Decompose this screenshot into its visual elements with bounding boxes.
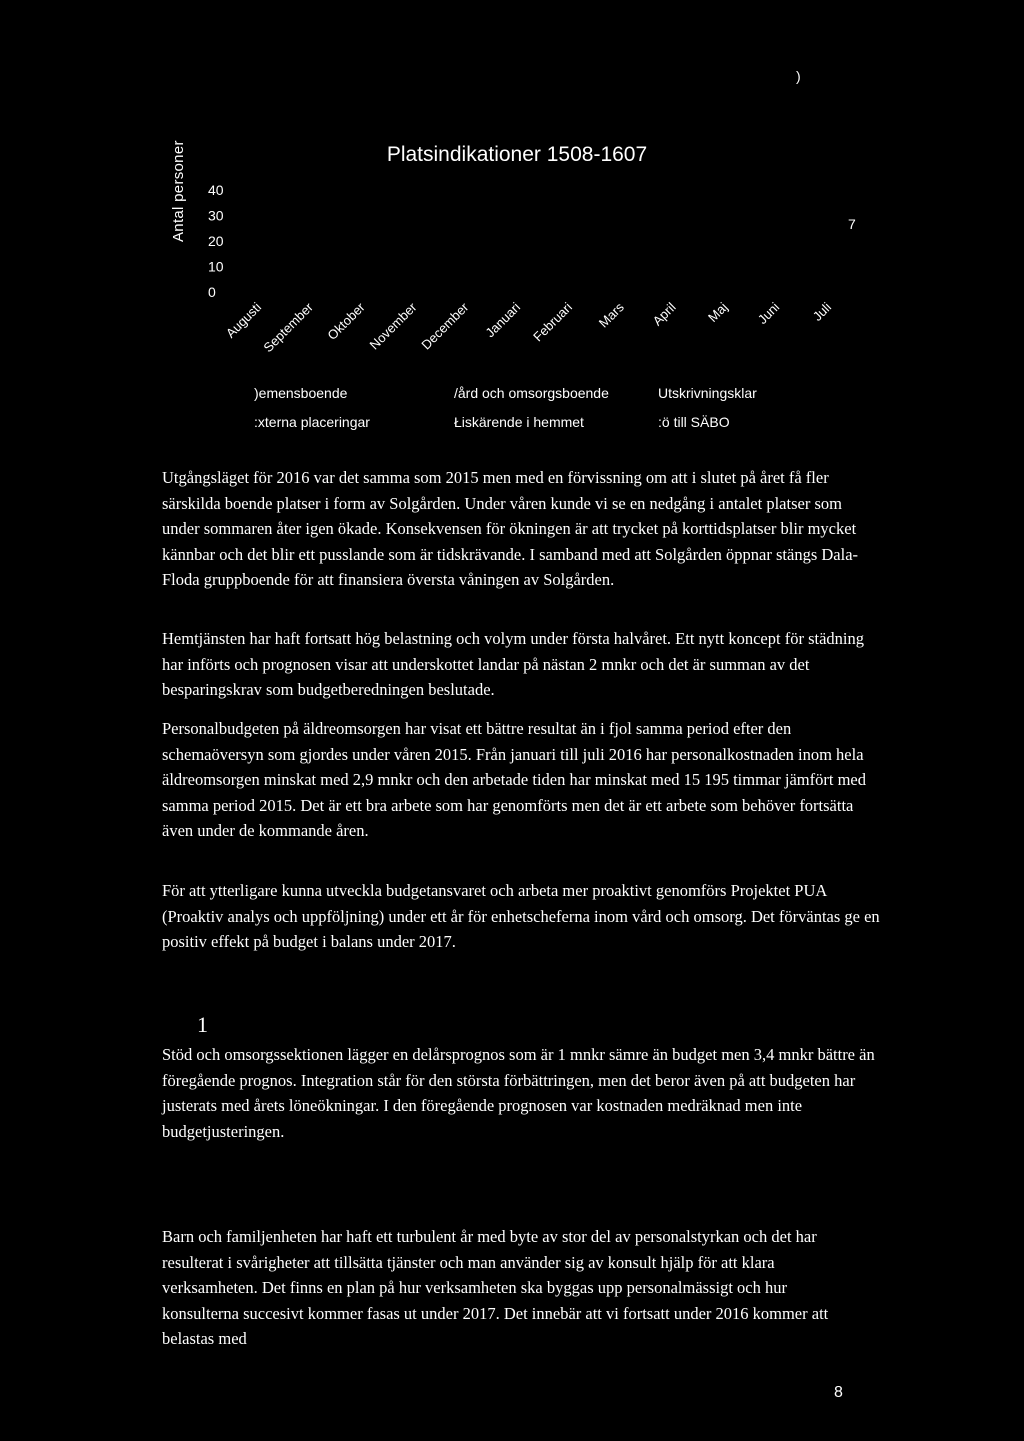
x-tick-label: Augusti — [222, 299, 265, 341]
y-tick-label: 20 — [208, 233, 224, 249]
chart-plot — [0, 0, 1024, 440]
x-tick-label: Juli — [809, 299, 835, 324]
paragraph-text: Stöd och omsorgssektionen lägger en delårsprognos som är 1 mnkr sämre än budget men 3,4 mnkr bättre än föregående prognos. Integration står för den största förbättringen, men det beror även på att budgeten har justerats med årets löneökningar. I den föregående prognosen var kostnaden medräknad men inte budgetjusteringen. — [162, 1045, 875, 1141]
x-tick-label: Februari — [530, 299, 576, 345]
y-tick-label: 0 — [208, 284, 216, 300]
x-tick-label: Oktober — [324, 299, 368, 343]
paragraph-text: Personalbudgeten på äldreomsorgen har visat ett bättre resultat än i fjol samma period efter den schemaöversyn som gjordes under våren 2015. Från januari till juli 2016 har personalkostnaden inom hela äldreomsorgen minskat med 2,9 mnkr och den arbetade tiden har minskat med 15 195 timmar jämfört med samma period 2015. Det är ett bra arbete som har genomförts men det är ett arbete som behöver fortsätta även under de kommande åren. — [162, 719, 866, 840]
section-heading-mark: 1 — [197, 1012, 208, 1037]
x-tick-label: April — [649, 299, 679, 329]
x-tick-label: Maj — [705, 299, 731, 325]
page-number: 8 — [834, 1384, 843, 1401]
y-tick-label: 30 — [208, 207, 224, 224]
paragraph-pua — [162, 878, 882, 955]
paragraph-text: För att ytterligare kunna utveckla budgetansvaret och arbeta mer proaktivt genomförs Projektet PUA (Proaktiv analys och uppföljning) under ett år för enhetscheferna inom vård och omsorg. Det förväntas ge en positiv effekt på budget i balans under 2017. — [162, 881, 880, 951]
x-tick-label: November — [366, 299, 420, 353]
paragraph-text: Hemtjänsten har haft fortsatt hög belastning och volym under första halvåret. Ett nytt koncept för städning har införts och prognosen visar att underskottet landar på nästan 2 mnkr och det är summan av det besparingskrav som budgetberedningen beslutade. — [162, 629, 864, 699]
legend-item-ko-till-sabo: :ö till SÄBO — [658, 414, 730, 430]
paragraph-utgangslaget — [162, 465, 882, 593]
legend-item-vard-och-omsorgsboende: /ård och omsorgsboende — [454, 385, 609, 401]
chart-right-mark: 7 — [848, 216, 856, 232]
legend-item-utskrivningsklar: Utskrivningsklar — [658, 385, 757, 401]
y-axis-label: Antal personer — [170, 140, 187, 242]
y-tick-label: 10 — [208, 258, 224, 275]
corner-mark: ) — [796, 68, 801, 84]
x-tick-label: Januari — [482, 299, 524, 341]
x-tick-label: December — [418, 299, 472, 353]
paragraph-stod-och-omsorg — [162, 1042, 882, 1144]
paragraph-barn-och-familj — [162, 1224, 862, 1352]
legend-item-externa-placeringar: :xterna placeringar — [254, 414, 370, 430]
paragraph-personalbudgeten — [162, 716, 882, 844]
paragraph-text: Barn och familjenheten har haft ett turbulent år med byte av stor del av personalstyrkan och det har resulterat i svårigheter att tillsätta tjänster och man använder sig av konsult hjälp för att klara verksamheten. Det finns en plan på hur verksamheten ska byggas upp personalmässigt och hur konsulterna succesivt kommer fasas ut under 2017. Det innebär att vi fortsatt under 2016 kommer att belastas med — [162, 1227, 829, 1348]
paragraph-hemtjansten — [162, 626, 882, 703]
y-tick-label: 40 — [208, 182, 224, 198]
x-tick-label: September — [260, 299, 316, 356]
x-tick-label: Mars — [595, 299, 627, 331]
legend-item-biskarende-i-hemmet: Łiskärende i hemmet — [454, 414, 584, 430]
legend-item-demensboende: )emensboende — [254, 385, 348, 401]
paragraph-text: Utgångsläget för 2016 var det samma som 2015 men med en förvissning om att i slutet på året få fler särskilda boende platser i form av Solgården. Under våren kunde vi se en nedgång i antalet platser som under sommaren åter igen ökade. Konsekvensen för ökningen är att trycket på korttidsplatser blir mycket kännbar och det blir ett pusslande som är tidskrävande. I samband med att Solgården öppnar stängs Dala-Floda gruppboende för att finansiera översta våningen av Solgården. — [162, 468, 859, 589]
chart-title: Platsindikationer 1508-1607 — [386, 143, 648, 166]
x-tick-label: Juni — [754, 299, 783, 327]
